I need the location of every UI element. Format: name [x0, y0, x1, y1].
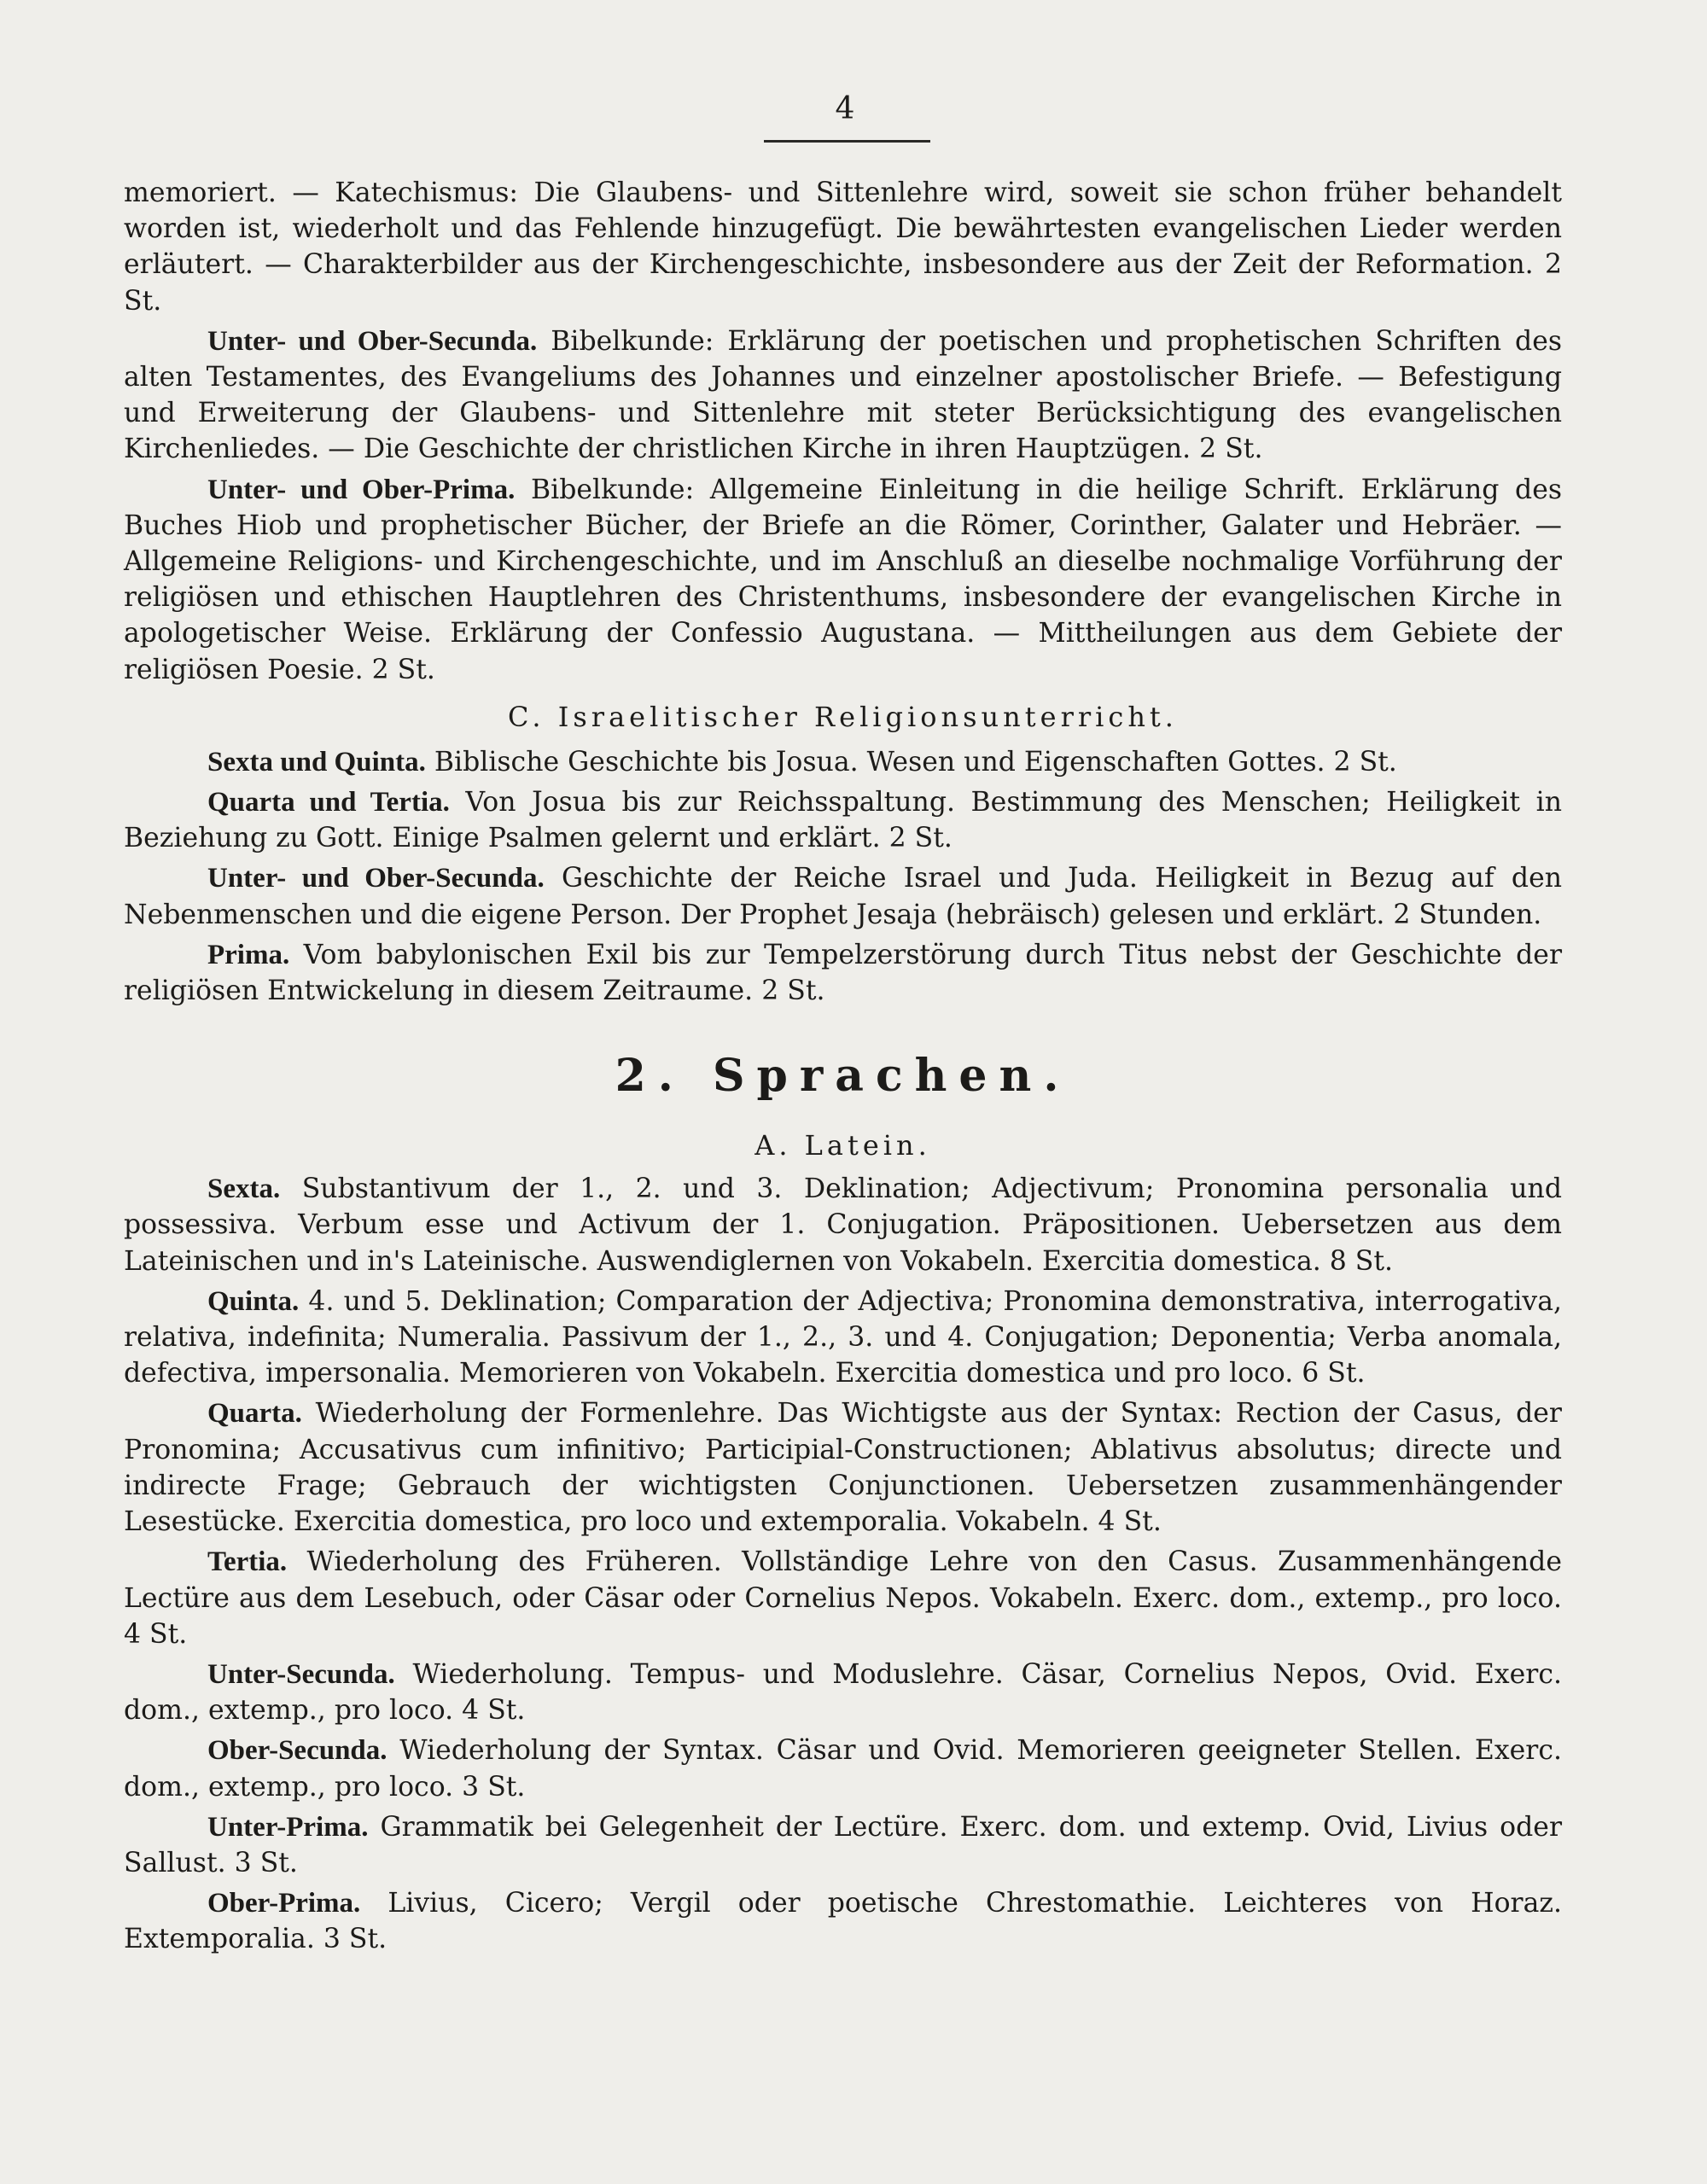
paragraph-text: Vom babylonischen Exil bis zur Tempelzerstörung durch Titus nebst der Geschichte der religiösen Entwickelung in diesem Zeitraume. 2 St.	[124, 939, 1563, 1007]
class-label: Sexta.	[207, 1174, 281, 1205]
class-label: Sexta und Quinta.	[207, 746, 426, 778]
paragraph-text: Biblische Geschichte bis Josua. Wesen und Eigenschaften Gottes. 2 St.	[434, 746, 1397, 778]
paragraph-text: Wiederholung der Syntax. Cäsar und Ovid. Memorieren geeigneter Stellen. Exerc. dom., extemp., pro loco. 3 St.	[124, 1735, 1563, 1803]
paragraph-item	[124, 744, 1562, 780]
class-label: Unter- und Ober-Prima.	[207, 474, 516, 505]
paragraph-item	[124, 1171, 1562, 1279]
paragraph-text: Substantivum der 1., 2. und 3. Deklination; Adjectivum; Pronomina personalia und possessiva. Verbum esse und Activum der 1. Conjugation. Präpositionen. Uebersetzen aus dem Lateinischen und in's Lateinische. Auswendiglernen von Vokabeln. Exercitia domestica. 8 St.	[124, 1174, 1562, 1277]
paragraph-item	[124, 1809, 1562, 1881]
paragraph-item	[124, 784, 1562, 856]
paragraph-item	[124, 1885, 1562, 1957]
class-label: Ober-Secunda.	[207, 1735, 387, 1767]
paragraph-item	[124, 1657, 1562, 1728]
section-heading-sprachen: 2. Sprachen.	[615, 1050, 1071, 1103]
paragraph-item	[124, 1284, 1562, 1392]
paragraph-item	[124, 860, 1562, 932]
paragraph-secunda	[124, 323, 1562, 468]
class-label: Ober-Prima.	[207, 1888, 361, 1919]
class-label: Quinta.	[207, 1285, 300, 1317]
paragraph-text: Grammatik bei Gelegenheit der Lectüre. Exerc. dom. und extemp. Ovid, Livius oder Sallust. 3 St.	[124, 1811, 1563, 1878]
class-label: Quarta.	[207, 1398, 302, 1430]
class-label: Unter-Secunda.	[207, 1658, 395, 1690]
paragraph-text: Livius, Cicero; Vergil oder poetische Chrestomathie. Leichteres von Horaz. Extemporalia. 3 St.	[124, 1888, 1563, 1955]
paragraph-item	[124, 937, 1562, 1009]
class-label: Prima.	[207, 939, 290, 970]
paragraph-text: 4. und 5. Deklination; Comparation der Adjectiva; Pronomina demonstrativa, interrogativa, relativa, indefinita; Numeralia. Passivum der 1., 2., 3. und 4. Conjugation; Deponentia; Verba anomala, defectiva, impersonalia. Memorieren von Vokabeln. Exercitia domestica und pro loco. 6 St.	[124, 1285, 1562, 1389]
paragraph-text: Wiederholung des Früheren. Vollständige Lehre von den Casus. Zusammenhängende Lectüre aus dem Lesebuch, oder Cäsar oder Cornelius Nepos. Vokabeln. Exerc. dom., extemp., pro loco. 4 St.	[124, 1546, 1562, 1650]
section-heading-israelitisch: C. Israelitischer Religionsunterricht.	[508, 700, 1178, 733]
paragraph-prima	[124, 472, 1562, 688]
page-number: 4	[835, 91, 855, 126]
class-label: Unter-Prima.	[207, 1811, 369, 1843]
header-rule	[764, 140, 930, 143]
paragraph-text: Geschichte der Reiche Israel und Juda. Heiligkeit in Bezug auf den Nebenmenschen und die eigene Person. Der Prophet Jesaja (hebräisch) gelesen und erklärt. 2 Stunden.	[124, 863, 1563, 930]
section-heading-latein: A. Latein.	[754, 1129, 931, 1162]
class-label: Unter- und Ober-Secunda.	[207, 325, 538, 357]
paragraph-text: Wiederholung. Tempus- und Moduslehre. Cäsar, Cornelius Nepos, Ovid. Exerc. dom., extemp., pro loco. 4 St.	[124, 1658, 1562, 1727]
class-label: Tertia.	[207, 1546, 288, 1578]
paragraph-text: Wiederholung der Formenlehre. Das Wichtigste aus der Syntax: Rection der Casus, der Pronomina; Accusativus cum infinitivo; Participial-Constructionen; Ablativus absolutus; directe und indirecte Frage; Gebrauch der wichtigsten Conjunctionen. Uebersetzen zusammenhängender Lesestücke. Exercitia domestica, pro loco und extemporalia. Vokabeln. 4 St.	[124, 1398, 1562, 1538]
paragraph-text: Bibelkunde: Allgemeine Einleitung in die heilige Schrift. Erklärung des Buches Hiob und prophetischer Bücher, der Briefe an die Römer, Corinther, Galater und Hebräer. — Allgemeine Religions- und Kirchengeschichte, und im Anschluß an dieselbe nochmalige Vorführung der religiösen und ethischen Hauptlehren des Christenthums, insbesondere der evangelischen Kirche in apologetischer Weise. Erklärung der Confessio Augustana. — Mittheilungen aus dem Gebiete der religiösen Poesie. 2 St.	[124, 474, 1563, 685]
paragraph-text: Bibelkunde: Erklärung der poetischen und prophetischen Schriften des alten Testamentes, des Evangeliums des Johannes und einzelner apostolischer Briefe. — Befestigung und Erweiterung der Glaubens- und Sittenlehre mit steter Berücksichtigung des evangelischen Kirchenliedes. — Die Geschichte der christlichen Kirche in ihren Hauptzügen. 2 St.	[124, 325, 1563, 465]
paragraph-item	[124, 1544, 1562, 1652]
class-label: Quarta und Tertia.	[207, 787, 450, 818]
paragraph-catechism: memoriert. — Katechismus: Die Glaubens- und Sittenlehre wird, soweit sie schon früher behandelt worden ist, wiederholt und das Fehlende hinzugefügt. Die bewährtesten evangelischen Lieder werden erläutert. — Charakterbilder aus der Kirchengeschichte, insbesondere aus der Zeit der Reformation. 2 St.	[124, 178, 1562, 317]
paragraph-item	[124, 1395, 1562, 1540]
page-body	[124, 175, 1562, 1958]
paragraph-item	[124, 1733, 1562, 1804]
paragraph-text: Von Josua bis zur Reichsspaltung. Bestimmung des Menschen; Heiligkeit in Beziehung zu Gott. Einige Psalmen gelernt und erklärt. 2 St.	[124, 787, 1562, 854]
class-label: Unter- und Ober-Secunda.	[207, 863, 545, 894]
